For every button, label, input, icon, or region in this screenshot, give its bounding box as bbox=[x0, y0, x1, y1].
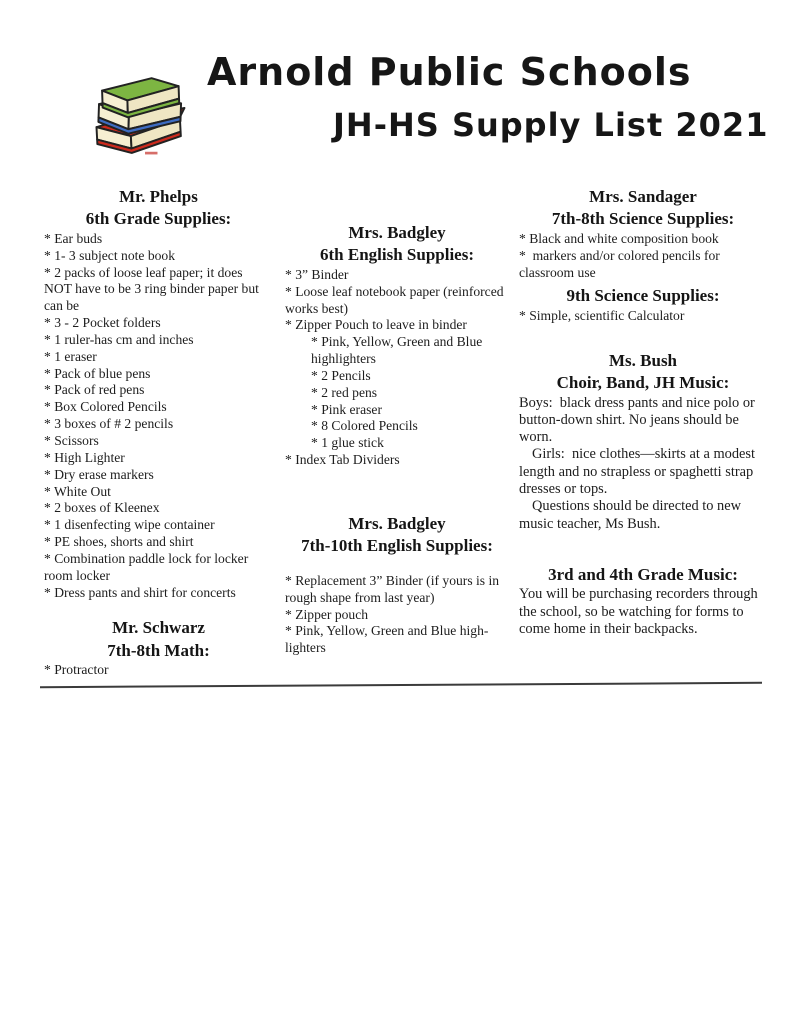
supply-item: * Simple, scientific Calculator bbox=[519, 307, 685, 323]
section-heading: 7th-10th English Supplies: bbox=[301, 536, 493, 556]
supply-item: * Index Tab Dividers bbox=[285, 452, 400, 468]
supply-item: * 3” Binder bbox=[285, 266, 349, 282]
section-paragraph: Boys: black dress pants and nice polo or button-down shirt. No jeans should be worn. bbox=[519, 394, 759, 446]
supply-section bbox=[44, 186, 273, 601]
supply-item: * Dry erase markers bbox=[44, 466, 154, 482]
section-heading: 6th English Supplies: bbox=[319, 245, 474, 265]
column-left bbox=[44, 186, 273, 679]
supply-items bbox=[285, 267, 509, 469]
supply-item: * 1- 3 subject note book bbox=[44, 247, 176, 263]
supply-item: * 3 boxes of # 2 pencils bbox=[44, 416, 174, 432]
section-heading: Mrs. Badgley bbox=[348, 223, 446, 242]
supply-item: * 1 eraser bbox=[44, 348, 97, 364]
supply-items bbox=[44, 231, 273, 602]
supply-item: * Protractor bbox=[44, 662, 109, 678]
supply-item: * 1 ruler-has cm and inches bbox=[44, 331, 194, 347]
supply-item: * Pack of red pens bbox=[44, 382, 145, 398]
supply-item: * 2 packs of loose leaf paper; it does NOT have to be 3 ring binder paper but can be bbox=[44, 264, 263, 314]
section-paragraph: Questions should be directed to new music teacher, Ms Bush. bbox=[519, 498, 745, 532]
section-heading: Choir, Band, JH Music: bbox=[556, 373, 730, 393]
section-heading: Ms. Bush bbox=[608, 350, 678, 370]
supply-item: * Zipper pouch bbox=[285, 606, 369, 622]
supply-item: * Replacement 3” Binder (if yours is in rough shape from last year) bbox=[285, 572, 503, 605]
section-paragraph: Girls: nice clothes—skirts at a modest length and no strapless or spaghetti strap dresses or tops. bbox=[519, 446, 759, 497]
supply-item: * Pink, Yellow, Green and Blue high-lighters bbox=[285, 623, 489, 656]
supply-item: * PE shoes, shorts and shirt bbox=[44, 534, 194, 550]
supply-item: * High Lighter bbox=[44, 449, 125, 465]
supply-items bbox=[519, 308, 767, 325]
column-right bbox=[519, 186, 767, 638]
supply-section bbox=[519, 285, 767, 324]
page-subtitle: JH-HS Supply List 2021 bbox=[333, 106, 769, 144]
watermark-mark bbox=[145, 152, 157, 155]
supply-item: * Box Colored Pencils bbox=[44, 399, 167, 415]
supply-item: * 2 boxes of Kleenex bbox=[44, 500, 160, 516]
section-paragraph: You will be purchasing recorders through the school, so be watching for forms to come home in their backpacks. bbox=[519, 586, 762, 637]
supply-section bbox=[519, 186, 767, 281]
section-heading: Mr. Schwarz bbox=[112, 618, 205, 638]
supply-item: * 1 disenfecting wipe container bbox=[44, 517, 215, 533]
divider-line bbox=[40, 682, 762, 688]
supply-item: * Pack of blue pens bbox=[44, 365, 151, 381]
supply-items bbox=[44, 662, 273, 679]
section-heading: Mrs. Sandager bbox=[589, 187, 697, 206]
section-heading: 7th-8th Science Supplies: bbox=[551, 209, 735, 229]
supply-items bbox=[519, 231, 767, 282]
supply-item: * Pink eraser bbox=[311, 401, 382, 417]
section-heading: 7th-8th Math: bbox=[107, 640, 210, 660]
supply-item: * Dress pants and shirt for concerts bbox=[44, 584, 236, 600]
supply-item: * White Out bbox=[44, 483, 111, 499]
supply-item: * Black and white composition book bbox=[519, 230, 719, 246]
supply-item: * 2 Pencils bbox=[311, 367, 371, 383]
supply-section bbox=[285, 222, 509, 469]
supply-item: * Pink, Yellow, Green and Blue highlighters bbox=[311, 334, 486, 367]
supply-section bbox=[44, 617, 273, 679]
supply-item: * 8 Colored Pencils bbox=[311, 418, 418, 434]
supply-item: * 2 red pens bbox=[311, 384, 378, 400]
supply-items bbox=[285, 573, 509, 657]
supply-item: * 1 glue stick bbox=[311, 435, 384, 451]
supply-item: * markers and/or colored pencils for classroom use bbox=[519, 247, 724, 280]
supply-item: * Scissors bbox=[44, 433, 99, 448]
supply-item: * Combination paddle lock for locker room locker bbox=[44, 550, 252, 583]
supply-item: * 3 - 2 Pocket folders bbox=[44, 315, 161, 331]
books-stack-icon bbox=[88, 58, 186, 160]
section-heading: 6th Grade Supplies: bbox=[85, 209, 232, 229]
section-heading: Mrs. Badgley bbox=[348, 514, 446, 533]
section-heading: 3rd and 4th Grade Music: bbox=[548, 564, 738, 584]
supply-section bbox=[519, 350, 767, 533]
section-heading: 9th Science Supplies: bbox=[566, 286, 720, 306]
supply-item: * Ear buds bbox=[44, 230, 103, 246]
supply-section bbox=[285, 513, 509, 657]
supply-section bbox=[519, 564, 767, 638]
column-middle bbox=[285, 222, 509, 657]
page-title: Arnold Public Schools bbox=[207, 50, 692, 94]
supply-item: * Zipper Pouch to leave in binder bbox=[285, 317, 467, 333]
section-heading: Mr. Phelps bbox=[119, 187, 198, 206]
supply-item: * Loose leaf notebook paper (reinforced works best) bbox=[285, 283, 507, 316]
